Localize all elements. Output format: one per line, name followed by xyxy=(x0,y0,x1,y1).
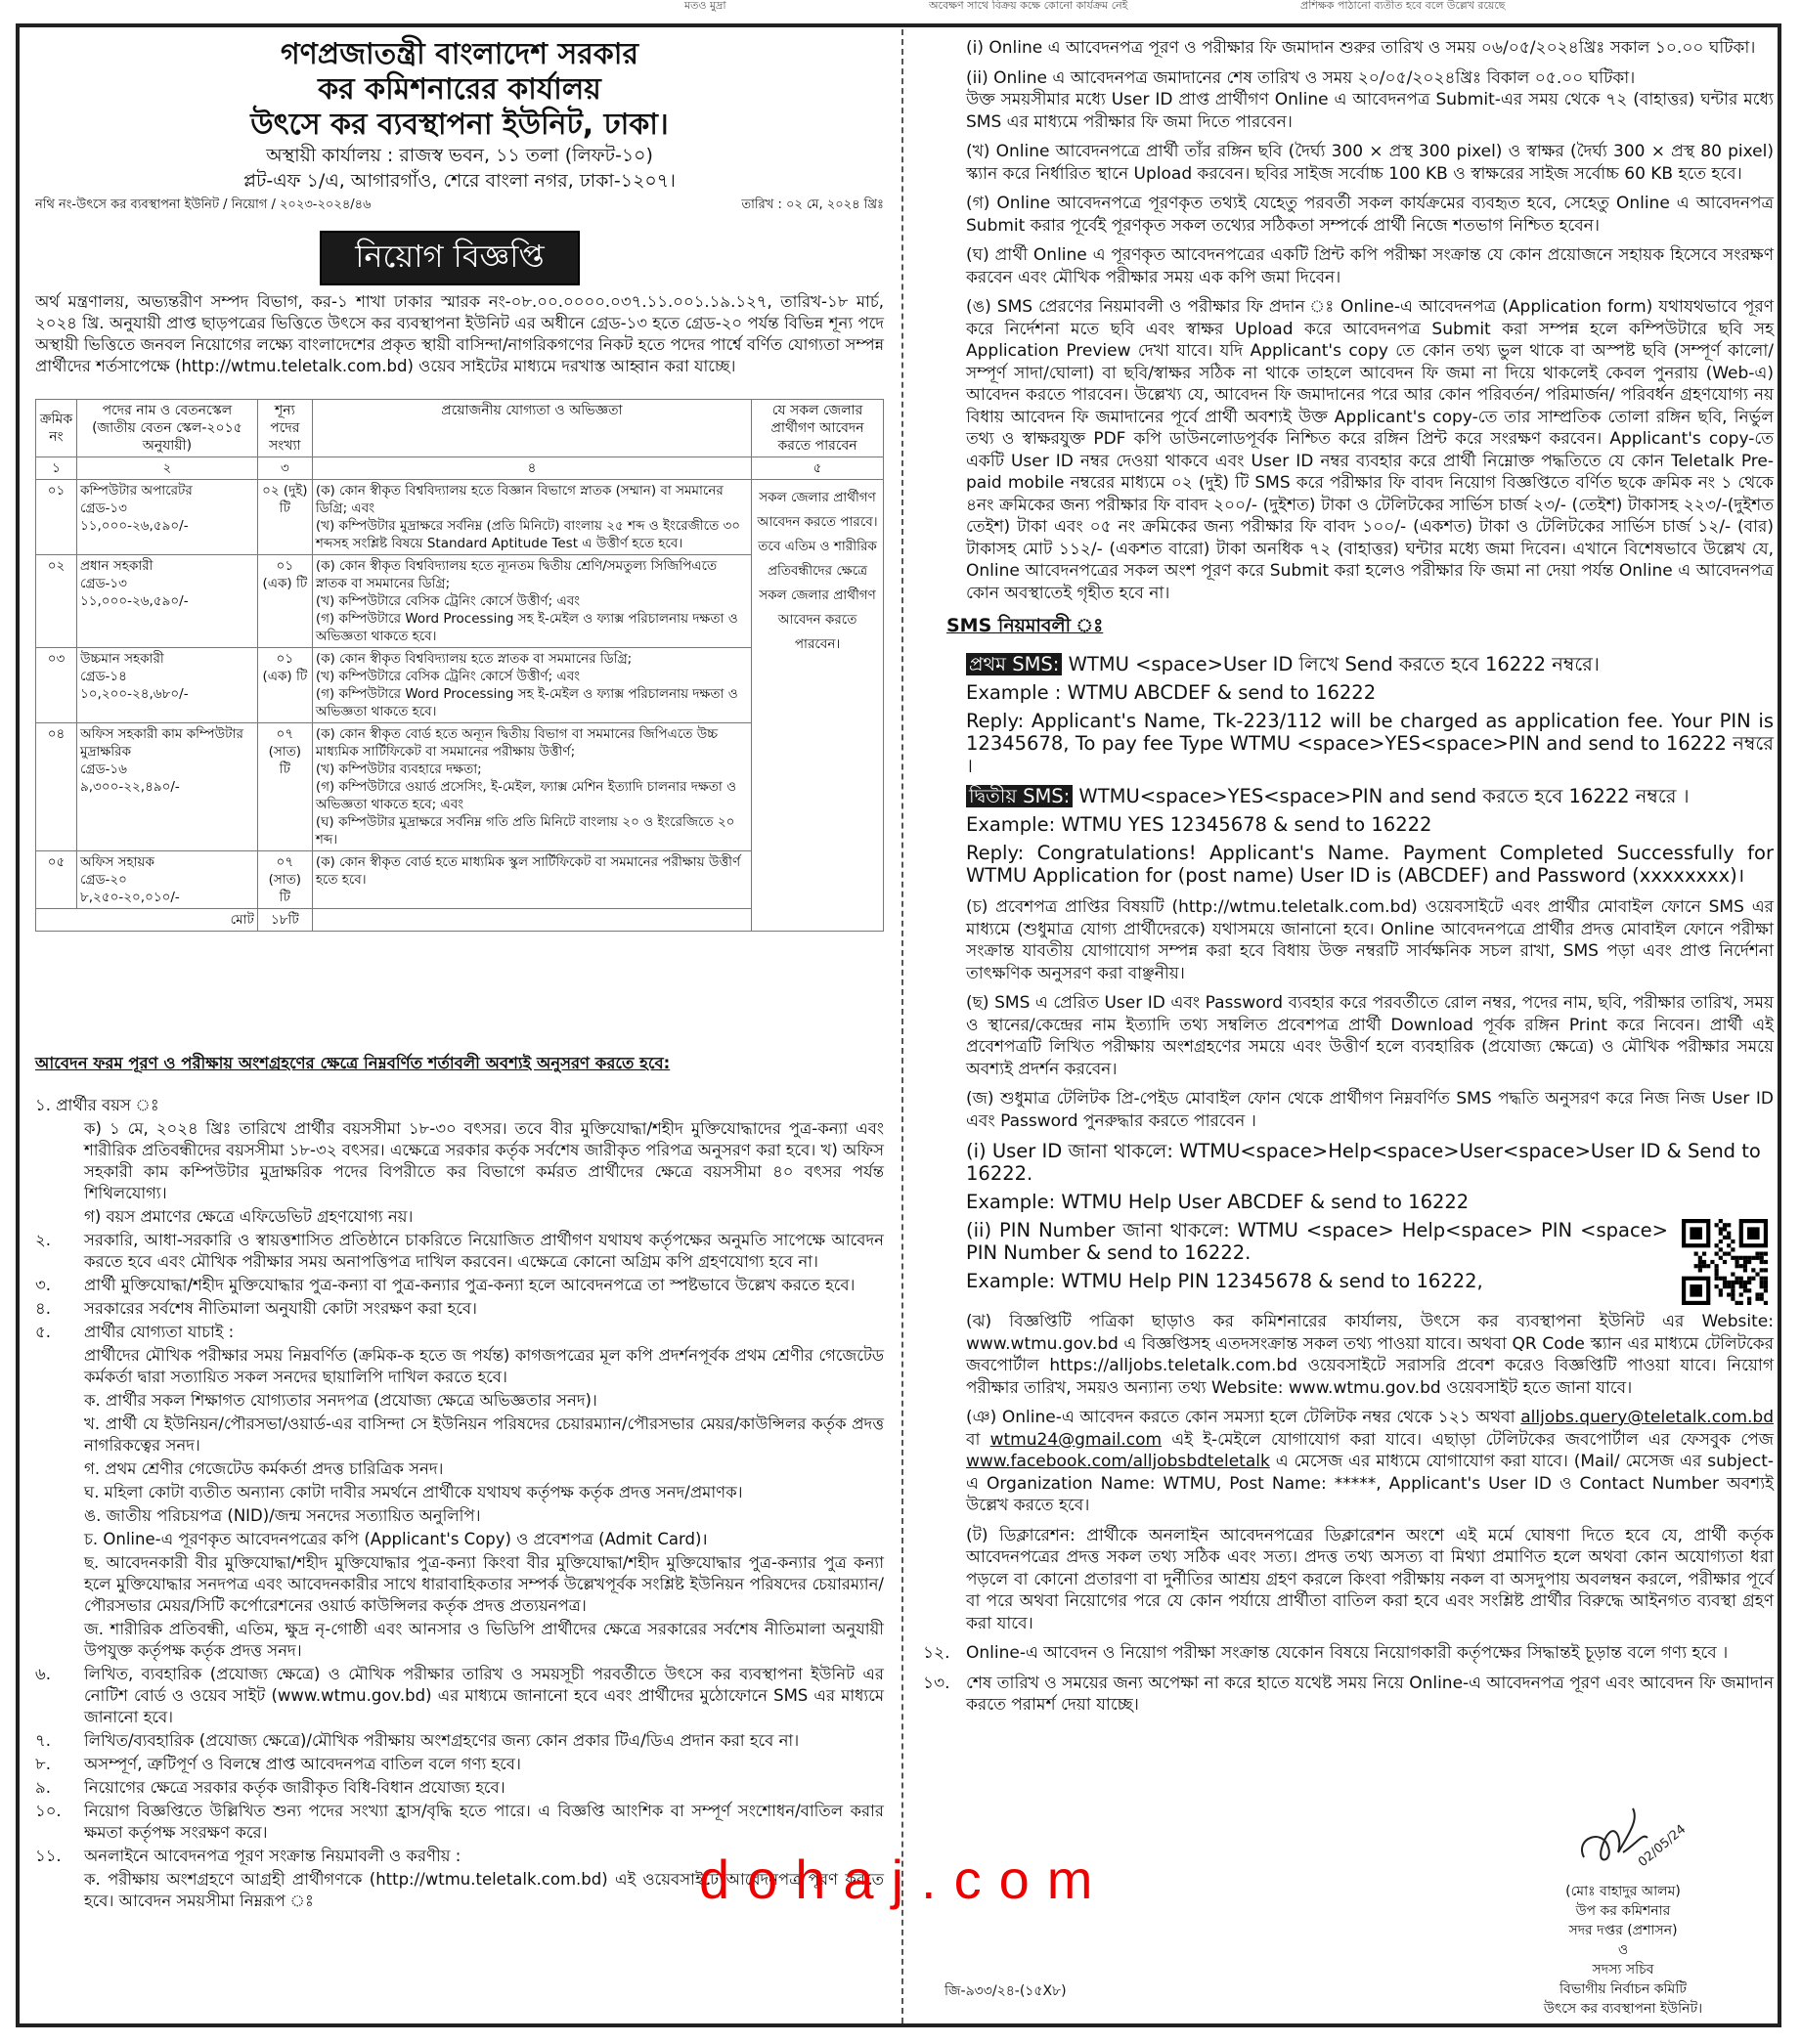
post-scale: ১১,০০০-২৬,৫৯০/- xyxy=(79,518,189,534)
item-number: ১৩. xyxy=(923,1673,950,1693)
or-text: বা xyxy=(966,1429,981,1450)
recover-pin: (ii) PIN Number জানা থাকলে: WTMU <space> Help<space> PIN <space> PIN Number & send to 16222. xyxy=(966,1219,1668,1264)
govt-press-code: জি-৯৩৩/২৪-(১৫X৮) xyxy=(944,1983,1067,1999)
total-empty xyxy=(312,909,751,932)
item-number: ৪. xyxy=(35,1299,51,1318)
signatory-name: (মোঃ বাহাদুর আলম) xyxy=(1565,1884,1681,1899)
list-item xyxy=(35,1754,884,1775)
vacancy-table-wrap xyxy=(35,399,884,932)
recover-pin-example: Example: WTMU Help PIN 12345678 & send to 16222, xyxy=(966,1270,1483,1292)
header-vacancy: শূন্য পদের সংখ্যা xyxy=(257,400,312,457)
qualification-item: (গ) কম্পিউটারে Word Processing সহ ই-মেইল ও ফ্যাক্স পরিচালনায় দক্ষতা ও অভিজ্ঞতা থাকতে হবে। xyxy=(315,686,738,719)
intro-paragraph: অর্থ মন্ত্রণালয়, অভ্যন্তরীণ সম্পদ বিভাগ, কর-১ শাখা ঢাকার স্মারক নং-০৮.০০.০০০০.০৩৭.১১.০০১.১৯.১২৭, তারিখ-১৮ মার্চ, ২০২৪ খ্রি. অনুযায়ী প্রাপ্ত ছাড়পত্রের ভিত্তিতে উৎসে কর ব্যবস্থাপনা ইউনিট এর অধীনে গ্রেড-১৩ হতে গ্রেড-২০ পর্যন্ত বিভিন্ন শূন্য পদে অস্থায়ী ভিত্তিতে জনবল নিয়োগের লক্ষ্যে বাংলাদেশের প্রকৃত স্থায়ী বাসিন্দা/নাগরিকগণের নিকট হতে পদের পার্শ্বে বর্ণিত যোগ্যতা সম্পন্ন প্রার্থীদের শর্তসাপেক্ষে (http://wtmu.teletalk.com.bd) ওয়েব সাইটের মাধ্যমে দরখাস্ত আহ্বান করা যাচ্ছে। xyxy=(35,292,884,375)
col-number: ২ xyxy=(76,457,257,480)
right-column xyxy=(923,37,1775,1724)
second-sms-reply: Reply: Congratulations! Applicant's Name. Payment Completed Successfully for WTMU Application for (post name) User ID is (ABCDEF) and Password (xxxxxxxx)। xyxy=(966,842,1774,887)
list-item xyxy=(35,1801,884,1844)
help-contact xyxy=(966,1407,1774,1517)
signatory-office: সদর দপ্তর (প্রশাসন) xyxy=(1568,1923,1678,1938)
age-heading: ১. প্রার্থীর বয়স ঃ xyxy=(35,1096,159,1114)
post-scale: ১১,০০০-২৬,৫৯০/- xyxy=(79,593,189,609)
column-divider xyxy=(901,29,903,2023)
govt-name: গণপ্রজাতন্ত্রী বাংলাদেশ সরকার xyxy=(281,37,638,71)
signatory-designation: উপ কর কমিশনার xyxy=(1575,1903,1671,1919)
post-cell xyxy=(76,480,257,555)
qualification-item: (গ) কম্পিউটারে Word Processing সহ ই-মেইল ও ফ্যাক্স পরিচালনায় দক্ষতা ও অভিজ্ঞতা থাকতে হবে। xyxy=(315,611,738,644)
col-number: ৫ xyxy=(752,457,884,480)
signatory-role: সদস্য সচিব xyxy=(1592,1962,1654,1978)
declaration-rule: (ট) ডিক্লারেশন: প্রার্থীকে অনলাইন আবেদনপত্রের ডিক্লারেশন অংশে এই মর্মে ঘোষণা দিতে হবে যে, প্রার্থী কর্তৃক আবেদনপত্রের প্রদত্ত সকল তথ্য সঠিক এবং সত্য। প্রদত্ত তথ্য অসত্য বা মিথ্যা প্রমাণিত হলে অথবা কোন অযোগ্যতা ধরা পড়লে বা কোনো প্রতারণা বা দুর্নীতির আশ্রয় গ্রহণ করলে কিংবা পরীক্ষায় নকল বা অসদুপায় অবলম্বন করলে, পরীক্ষার পূর্বে বা পরে অথবা নিয়োগের পরে যে কোন পর্যায়ে প্রার্থীতা বাতিল করা হবে এবং সংশ্লিষ্ট প্রার্থীর বিরুদ্ধে আইনগত ব্যবস্থা গ্রহণ করা যাবে। xyxy=(966,1525,1774,1633)
document-item: গ. প্রথম শ্রেণীর গেজেটেড কর্মকর্তা প্রদত্ত চারিত্রিক সনদ। xyxy=(84,1459,444,1478)
first-sms-label: প্রথম SMS: xyxy=(966,653,1062,675)
post-post: অফিস সহকারী কাম কম্পিউটার মুদ্রাক্ষরিক xyxy=(79,726,243,760)
qualification-cell xyxy=(312,723,751,851)
serial-cell: ০৩ xyxy=(36,648,77,723)
item-text: নিয়োগের ক্ষেত্রে সরকার কর্তৃক জারীকৃত বিধি-বিধান প্রযোজ্য হবে। xyxy=(84,1778,505,1797)
letterhead xyxy=(35,37,884,194)
vacancy-cell: ০১ (এক) টি xyxy=(257,648,312,723)
list-item xyxy=(35,1777,884,1799)
item-number: ৬. xyxy=(35,1665,51,1683)
qualification-cell xyxy=(312,480,751,555)
item-text: সরকারি, আধা-সরকারি ও স্বায়ত্তশাসিত প্রতিষ্ঠানে চাকরিতে নিয়োজিত প্রার্থীগণ যথাযথ কর্তৃপক্ষের অনুমতি সাপেক্ষে আবেদন করতে হবে এবং মৌখিক পরীক্ষার সময় অনাপত্তিপত্র দাখিল করবেন। এক্ষেত্রে কোনো অগ্রিম কপি গ্রহণযোগ্য হবে না। xyxy=(84,1231,884,1271)
recover-user-id: (i) User ID জানা থাকলে: WTMU<space>Help<space>User<space>User ID & Send to 16222. xyxy=(966,1140,1761,1185)
list-item xyxy=(923,1673,1774,1717)
qr-code-icon[interactable] xyxy=(1682,1219,1768,1305)
item5-intro: প্রার্থীদের মৌখিক পরীক্ষার সময় নিম্নবর্ণিত (ক্রমিক-ক হতে জ পর্যন্ত) কাগজপত্রের মূল কপি প্রদর্শনপূর্বক প্রথম শ্রেণীর গেজেটেড কর্মকর্তা দ্বারা সত্যায়িত সকল সনদের ছায়ালিপি দাখিল করতে হবে। xyxy=(84,1346,884,1386)
list-item xyxy=(35,1298,884,1320)
unit-name: উৎসে কর ব্যবস্থাপনা ইউনিট, ঢাকা। xyxy=(250,108,669,142)
item-text: নিয়োগ বিজ্ঞপ্তিতে উল্লিখিত শুন্য পদের সংখ্যা হ্রাস/বৃদ্ধি হতে পারে। এ বিজ্ঞপ্তি আংশিক বা সম্পূর্ণ সংশোধন/বাতিল করার ক্ষমতা কর্তৃপক্ষ সংরক্ষণ করে। xyxy=(84,1802,884,1842)
header-serial: ক্রমিক নং xyxy=(36,400,77,457)
notice-date: তারিখ : ০২ মে, ২০২৪ খ্রিঃ xyxy=(741,197,884,212)
item-number: ৮. xyxy=(35,1755,51,1773)
top-strip-left: মতও মুদ্রা xyxy=(684,0,726,12)
item-text: অসম্পূর্ণ, ত্রুটিপূর্ণ ও বিলম্বে প্রাপ্ত আবেদনপত্র বাতিল বলে গণ্য হবে। xyxy=(84,1755,521,1773)
top-strip-right: প্রশিক্ষক পাঠানো ব্যতীত হবে বলে উল্লেখ রয়েছে xyxy=(1300,0,1506,12)
reference-row xyxy=(35,196,884,216)
list-item xyxy=(35,1322,884,1343)
first-sms-reply: Reply: Applicant's Name, Tk-223/112 will be charged as application fee. Your PIN is 12345678, To pay fee Type WTMU <space>YES<space>PIN and send to 16222 নম্বরে । xyxy=(966,710,1774,777)
first-sms-text: WTMU <space>User ID লিখে Send করতে হবে 16222 নম্বরে। xyxy=(1068,653,1600,675)
online-deadline: (ii) Online এ আবেদনপত্র জমাদানের শেষ তারিখ ও সময় ২০/০৫/২০২৪খ্রিঃ বিকাল ০৫.০০ ঘটিকা। xyxy=(966,67,1636,88)
admit-card-rule: (চ) প্রবেশপত্র প্রাপ্তির বিষয়টি (http://wtmu.teletalk.com.bd) ওয়েবসাইটে এবং প্রার্থীর মোবাইল ফোনে SMS এর মাধ্যমে (শুধুমাত্র যোগ্য প্রার্থীদেরকে) যথাসময়ে জানানো হবে। Online আবেদনপত্রে প্রার্থীর প্রদত্ত মোবাইল ফোনে পরীক্ষা সংক্রান্ত যাবতীয় যোগাযোগ সম্পন্ন করা হবে বিধায় উক্ত নম্বরটি সার্বক্ষনিক সচল রাখা, SMS পড়া এবং প্রাপ্ত নির্দেশনা তাৎক্ষণিক অনুসরণ করা বাঞ্ছনীয়। xyxy=(966,897,1774,983)
item-number: ৯. xyxy=(35,1778,51,1797)
post-grade: গ্রেড-২০ xyxy=(79,872,127,888)
office-name: কর কমিশনারের কার্যালয় xyxy=(318,72,601,107)
table-header-row xyxy=(36,400,884,457)
help-text-3: এ মেসেজ এর মাধ্যমে যোগাযোগ করা যাবে। (Mail/ মেসেজ এর subject-এ Organization Name: WTMU, Post Name: *****, Applicant's User ID ও Contact Number অবশ্যই উল্লেখ করতে হবে। xyxy=(966,1452,1774,1515)
qualification-cell xyxy=(312,851,751,909)
notice-title: নিয়োগ বিজ্ঞপ্তি xyxy=(320,231,580,285)
watermark: dohaj.com xyxy=(699,1848,1111,1910)
post-cell xyxy=(76,723,257,851)
col-number: ৩ xyxy=(257,457,312,480)
data-accuracy-rule: (গ) Online আবেদনপত্রে পূরণকৃত তথ্যই যেহেতু পরবর্তী সকল কার্যক্রমের ব্যবহৃত হবে, সেহেতু Online এ আবেদনপত্র Submit করার পূর্বেই পূরণকৃত সকল তথ্যের সঠিকতা সম্পর্কে প্রার্থী নিজে শতভাগ নিশ্চিত হবেন। xyxy=(966,194,1774,236)
header-districts: যে সকল জেলার প্রার্থীগণ আবেদন করতে পারবেন xyxy=(752,400,884,457)
qualification-item: (খ) কম্পিউটারে বেসিক ট্রেনিং কোর্সে উত্তীর্ণ; এবং xyxy=(315,593,581,609)
memo-number: নথি নং-উৎসে কর ব্যবস্থাপনা ইউনিট / নিয়োগ / ২০২৩-২০২৪/৪৬ xyxy=(35,197,372,212)
email-alljobs-link[interactable]: alljobs.query@teletalk.com.bd xyxy=(1520,1408,1775,1427)
document-item: ছ. আবেদনকারী বীর মুক্তিযোদ্ধা/শহীদ মুক্তিযোদ্ধার পুত্র-কন্যা কিংবা বীর মুক্তিযোদ্ধা/শহীদ মুক্তিযোদ্ধার পুত্র-কন্যার পুত্র কন্যা হলে মুক্তিযোদ্ধার সনদপত্র এবং আবেদনকারীর সাথে ধারাবাহিকতার সম্পর্ক উল্লেখপূর্বক সংশ্লিষ্ট ইউনিয়ন পরিষদের চেয়ারম্যান/পৌরসভার মেয়র/সিটি কর্পোরেশনের ওয়ার্ড কাউন্সিলর কর্তৃক প্রদত্ত প্রত্যয়নপত্র। xyxy=(84,1553,884,1615)
qualification-item: (ক) কোন স্বীকৃত বিশ্ববিদ্যালয় হতে বিজ্ঞান বিভাগে স্নাতক (সম্মান) বা সমমানের ডিগ্রি; এবং xyxy=(315,483,724,516)
item-number: ১০. xyxy=(35,1802,62,1820)
qualification-item: (খ) কম্পিউটার মুদ্রাক্ষরে সর্বনিম্ন (প্রতি মিনিটে) বাংলায় ২৫ শব্দ ও ইংরেজীতে ৩০ শব্দসহ সংশ্লিষ্ট বিষয়ে Standard Aptitude Test এ উত্তীর্ণ হতে হবে। xyxy=(315,518,741,551)
qualification-cell xyxy=(312,555,751,648)
vacancy-cell: ০২ (দুই) টি xyxy=(257,480,312,555)
document-item: ঘ. মহিলা কোটা ব্যতীত অন্যান্য কোটা দাবীর সমর্থনে প্রার্থীকে যথাযথ কর্তৃপক্ষ কর্তৃক প্রদত্ত সনদ/প্রমাণক। xyxy=(84,1483,743,1501)
item-text: অনলাইনে আবেদনপত্র পূরণ সংক্রান্ত নিয়মাবলী ও করণীয় : xyxy=(84,1847,461,1865)
signature-icon xyxy=(1564,1799,1701,1877)
serial-cell: ০৪ xyxy=(36,723,77,851)
post-cell xyxy=(76,555,257,648)
clipped-top-strip xyxy=(0,0,1801,14)
document-item: ঙ. জাতীয় পরিচয়পত্র (NID)/জন্ম সনদের সত্যায়িত অনুলিপি। xyxy=(84,1506,481,1525)
second-sms-text: WTMU<space>YES<space>PIN and send করতে হবে 16222 নম্বরে । xyxy=(1078,785,1690,807)
conditions-heading: আবেদন ফরম পূরণ ও পরীক্ষায় অংশগ্রহণের ক্ষেত্রে নিম্নবর্ণিত শর্তাবলী অবশ্যই অনুসরণ করতে হবে: xyxy=(35,1054,671,1072)
serial-cell: ০৫ xyxy=(36,851,77,909)
second-sms xyxy=(966,785,1774,807)
facebook-link[interactable]: www.facebook.com/alljobsbdteletalk xyxy=(966,1452,1270,1471)
col-number: ৪ xyxy=(312,457,751,480)
post-grade: গ্রেড-১৩ xyxy=(79,576,127,591)
item-number: ১১. xyxy=(35,1847,62,1865)
item-number: ৫. xyxy=(35,1323,51,1341)
post-post: অফিস সহায়ক xyxy=(79,854,154,870)
print-copy-rule: (ঘ) প্রার্থী Online এ পূরণকৃত আবেদনপত্রের একটি প্রিন্ট কপি পরীক্ষা সংক্রান্ত যে কোন প্রয়োজনে সহায়ক হিসেবে সংরক্ষণ করবেন এবং মৌখিক পরীক্ষার সময় এক কপি জমা দিবেন। xyxy=(966,245,1774,287)
qualification-item: (গ) কম্পিউটারে ওয়ার্ড প্রসেসিং, ই-মেইল, ফ্যাক্স মেশিন ইত্যাদি চালনার দক্ষতা ও অভিজ্ঞতা থাকতে হবে; এবং xyxy=(315,779,737,812)
document-item: জ. শারীরিক প্রতিবন্ধী, এতিম, ক্ষুদ্র নৃ-গোষ্ঠী এবং আনসার ও ভিডিপি প্রার্থীদের ক্ষেত্রে সরকারের সর্বশেষ নীতিমালা অনুযায়ী উপযুক্ত কর্তৃপক্ষ কর্তৃক প্রদত্ত সনদ। xyxy=(84,1620,884,1660)
list-item xyxy=(35,1730,884,1752)
qualification-item: (ক) কোন স্বীকৃত বোর্ড হতে অন্যূন দ্বিতীয় বিভাগ বা সমমানের জিপিএতে উচ্চ মাধ্যমিক সার্টিফিকেট বা সমমানের পরীক্ষায় উত্তীর্ণ; xyxy=(315,726,719,760)
header-qualification: প্রয়োজনীয় যোগ্যতা ও অভিজ্ঞতা xyxy=(312,400,751,457)
address-line-1: অস্থায়ী কার্যালয় : রাজস্ব ভবন, ১১ তলা (লিফট-১০) xyxy=(266,145,653,166)
qualification-cell xyxy=(312,648,751,723)
item-text: প্রার্থী মুক্তিযোদ্ধা/শহীদ মুক্তিযোদ্ধার পুত্র-কন্যা বা পুত্র-কন্যার পুত্র-কন্যা হলে আবেদনপত্রে তা স্পষ্টভাবে উল্লেখ করতে হবে। xyxy=(84,1276,856,1294)
item11-a-text: ক. পরীক্ষায় অংশগ্রহণে আগ্রহী প্রার্থীগণকে (http://wtmu.teletalk.com.bd) এই ওয়েবসাইটে আবেদনপত্র পূরণ করতে হবে। আবেদন সময়সীমা নিম্নরূপ ঃ xyxy=(84,1870,884,1910)
post-post: কম্পিউটার অপারেটর xyxy=(79,483,193,499)
post-scale: ৮,২৫০-২০,০১০/- xyxy=(79,890,180,905)
serial-cell: ০২ xyxy=(36,555,77,648)
list-item xyxy=(35,1230,884,1273)
item-text: সরকারের সর্বশেষ নীতিমালা অনুযায়ী কোটা সংরক্ষণ করা হবে। xyxy=(84,1299,477,1318)
second-sms-label: দ্বিতীয় SMS: xyxy=(966,785,1073,807)
vacancy-table xyxy=(35,399,884,932)
header-post: পদের নাম ও বেতনস্কেল (জাতীয় বেতন স্কেল-২০১৫ অনুযায়ী) xyxy=(76,400,257,457)
post-post: উচ্চমান সহকারী xyxy=(79,651,164,667)
recover-user-id-example: Example: WTMU Help User ABCDEF & send to 16222 xyxy=(966,1191,1470,1213)
age-rule-c: গ) বয়স প্রমাণের ক্ষেত্রে এফিডেভিট গ্রহণযোগ্য নয়। xyxy=(84,1207,414,1226)
qualification-item: (ক) কোন স্বীকৃত বিশ্ববিদ্যালয় হতে স্নাতক বা সমমানের ডিগ্রি; xyxy=(315,651,633,667)
post-post: প্রধান সহকারী xyxy=(79,558,154,574)
first-sms-example: Example : WTMU ABCDEF & send to 16222 xyxy=(966,681,1377,704)
signature-date: 02/05/24 xyxy=(1635,1822,1690,1871)
total-label: মোট xyxy=(36,909,258,932)
item-text: Online-এ আবেদন ও নিয়োগ পরীক্ষা সংক্রান্ত যেকোন বিষয়ে নিয়োগকারী কর্তৃপক্ষের সিদ্ধান্তই চূড়ান্ত বলে গণ্য হবে । xyxy=(966,1643,1729,1663)
address-line-2: প্লট-এফ ১/এ, আগারগাঁও, শেরে বাংলা নগর, ঢাকা-১২০৭। xyxy=(243,170,676,192)
email-wtmu-link[interactable]: wtmu24@gmail.com xyxy=(989,1429,1163,1450)
serial-cell: ০১ xyxy=(36,480,77,555)
post-grade: গ্রেড-১৩ xyxy=(79,500,127,516)
list-item xyxy=(35,1664,884,1728)
vacancy-cell: ০১ (এক) টি xyxy=(257,555,312,648)
download-admit-rule: (ছ) SMS এ প্রেরিত User ID এবং Password ব্যবহার করে পরবর্তীতে রোল নম্বর, পদের নাম, ছবি, পরীক্ষার তারিখ, সময় ও স্থানের/কেন্দ্রের নাম ইত্যাদি তথ্য সম্বলিত প্রবেশপত্র প্রার্থী Download পূর্বক রঙ্গিন Print করে নিবেন। প্রার্থী এই প্রবেশপত্রটি লিখিত পরীক্ষায় অংশগ্রহণের সময়ে এবং উত্তীর্ণ হলে ব্যবহারিক (প্রযোজ্য ক্ষেত্রে) ও মৌখিক পরীক্ষার সময়ে অবশ্যই প্রদর্শন করবেন। xyxy=(966,993,1774,1079)
item-number: ৩. xyxy=(35,1276,51,1294)
item-text: শেষ তারিখ ও সময়ের জন্য অপেক্ষা না করে হাতে যথেষ্ট সময় নিয়ে Online-এ আবেদনপত্র পূরণ এবং আবেদন ফি জমাদান করতে পরামর্শ দেয়া যাচ্ছে। xyxy=(966,1673,1774,1715)
col-number: ১ xyxy=(36,457,77,480)
qualification-item: (ঘ) কম্পিউটার মুদ্রাক্ষরে সর্বনিম্ন গতি প্রতি মিনিটে বাংলায় ২০ ও ইংরেজিতে ২০ শব্দ। xyxy=(315,814,735,848)
column-number-row xyxy=(36,457,884,480)
total-value: ১৮টি xyxy=(257,909,312,932)
signatory-unit: উৎসে কর ব্যবস্থাপনা ইউনিট। xyxy=(1543,2001,1703,2017)
help-text-2: এই ই-মেইলে যোগাযোগ করা যাবে। এছাড়া টেলিটকের জবপোর্টাল এর ফেসবুক পেজ xyxy=(1171,1429,1775,1450)
post-scale: ৯,৩০০-২২,৪৯০/- xyxy=(79,779,180,795)
qualification-item: (খ) কম্পিউটার ব্যবহারে দক্ষতা; xyxy=(315,761,482,777)
conditions-section xyxy=(35,1051,884,1912)
item-number: ১২. xyxy=(923,1643,950,1663)
signatory-committee: বিভাগীয় নির্বাচন কমিটি xyxy=(1559,1981,1687,1997)
qualification-item: (ক) কোন স্বীকৃত বিশ্ববিদ্যালয় হতে ন্যূনতম দ্বিতীয় শ্রেণি/সমতুল্য সিজিপিএতে স্নাতক বা সমমানের ডিগ্রি; xyxy=(315,558,718,591)
document-item: খ. প্রার্থী যে ইউনিয়ন/পৌরসভা/ওয়ার্ড-এর বাসিন্দা সে ইউনিয়ন পরিষদের চেয়ারম্যান/পৌরসভার মেয়র/কাউন্সিলর কর্তৃক প্রদত্ত নাগরিকত্বের সনদ। xyxy=(84,1414,884,1455)
top-strip-mid: অবেক্ষণ সাথে বিক্রয় কক্ষে কোনো কার্যক্রম নেই xyxy=(929,0,1128,12)
signatory-and: ও xyxy=(1617,1942,1629,1958)
first-sms xyxy=(966,653,1774,675)
list-item xyxy=(923,1642,1774,1665)
website-info: (ঝ) বিজ্ঞপ্তিটি পত্রিকা ছাড়াও কর কমিশনারের কার্যালয়, উৎসে কর ব্যবস্থাপনা ইউনিট এর Website: www.wtmu.gov.bd এ বিজ্ঞপ্তিসহ এতদসংক্রান্ত সকল তথ্য পাওয়া যাবে। অথবা QR Code স্ক্যান এর মাধ্যমে টেলিটকের জবপোর্টাল https://alljobs.teletalk.com.bd ওয়েবসাইটে সরাসরি প্রবেশ করেও বিজ্ঞপ্তিটি পাওয়া যাবে। নিয়োগ পরীক্ষার তারিখ, সময়ও অন্যান্য তথ্য Website: www.wtmu.gov.bd ওয়েবসাইট হতে জানা যাবে। xyxy=(966,1312,1774,1398)
photo-upload-rule: (খ) Online আবেদনপত্রে প্রার্থী তাঁর রঙ্গিন ছবি (দৈর্ঘ্য 300 × প্রস্থ 300 pixel) ও স্বাক্ষর (দৈর্ঘ্য 300 × প্রস্থ 80 pixel) স্ক্যান করে নির্ধারিত স্থানে Upload করবেন। ছবির সাইজ সর্বোচ্চ 100 KB ও স্বাক্ষরের সাইজ সর্বোচ্চ 60 KB হতে হবে। xyxy=(966,142,1774,184)
post-grade: গ্রেড-১৬ xyxy=(79,761,127,777)
age-rule-ab: ক) ১ মে, ২০২৪ খ্রিঃ তারিখে প্রার্থীর বয়সসীমা ১৮-৩০ বৎসর। তবে বীর মুক্তিযোদ্ধা/শহীদ মুক্তিযোদ্ধাদের পুত্র-কন্যা এবং শারীরিক প্রতিবন্ধীদের বয়সসীমা ১৮-৩২ বৎসর। এক্ষেত্রে সরকার কর্তৃক সর্বশেষ জারীকৃত পরিপত্র অনুসরণ করা হবে। খ) অফিস সহকারী কাম কম্পিউটার মুদ্রাক্ষরিক পদের বিপরীতে কর বিভাগে কর্মরত প্রার্থীদের ক্ষেত্রে বয়সসীমা ৪০ বৎসর পর্যন্ত শিথিলযোগ্য। xyxy=(84,1119,884,1202)
document-item: ক. প্রার্থীর সকল শিক্ষাগত যোগ্যতার সনদপত্র (প্রযোজ্য ক্ষেত্রে অভিজ্ঞতার সনদ)। xyxy=(84,1391,597,1410)
item-text: লিখিত, ব্যবহারিক (প্রযোজ্য ক্ষেত্রে) ও মৌখিক পরীক্ষার তারিখ ও সময়সূচী পরবর্তীতে উৎসে কর ব্যবস্থাপনা ইউনিট এর নোটিশ বোর্ড ও ওয়েব সাইট (www.wtmu.gov.bd) এর মাধ্যমে জানানো হবে এবং প্রার্থীদের মুঠোফোনে SMS এর মাধ্যমে জানানো হবে। xyxy=(84,1665,884,1726)
post-cell xyxy=(76,648,257,723)
help-text-1: (ঞ) Online-এ আবেদন করতে কোন সমস্যা হলে টেলিটক নম্বর থেকে ১২১ অথবা xyxy=(966,1408,1515,1427)
sms-fee-rule: (ঙ) SMS প্রেরণের নিয়মাবলী ও পরীক্ষার ফি প্রদান ঃ Online-এ আবেদনপত্র (Application form) যথাযথভাবে পূরণ করে নির্দেশনা মতে ছবি এবং স্বাক্ষর Upload করে আবেদনপত্র Submit করা সম্পন্ন হলে কম্পিউটারে ছবি সহ Application Preview দেখা যাবে। যদি Applicant's copy তে কোন তথ্য ভুল থাকে বা অস্পষ্ট ছবি (সম্পূর্ণ কালো/সম্পূর্ণ সাদা/ঘোলা) বা ছবি/স্বাক্ষর সঠিক না থাকে তাহলে আবেদন ফি জমা না দিয়ে থাকলেই কেবল পুনরায় (Web-এ) আবেদন করতে পারবেন। উল্লেখ্য যে, আবেদন ফি জমাদানের পরে আর কোন পরিবর্তন/ পরিমার্জন/ পরিবর্ধন গ্রহণযোগ্য নয় বিধায় আবেদন ফি জমাদানের পূর্বে প্রার্থী অবশ্যই উক্ত Applicant's copy-তে তার সাম্প্রতিক তোলা রঙ্গিন ছবি, নির্ভুল তথ্য ও স্বাক্ষরযুক্ত PDF কপি ডাউনলোডপূর্বক নিশ্চিত করে রঙ্গিন প্রিন্ট করে সংরক্ষণ করবেন। Applicant's copy-তে একটি User ID নম্বর দেওয়া থাকবে এবং User ID নম্বর ব্যবহার করে প্রার্থী নিম্নোক্ত পদ্ধতিতে যে কোন Teletalk Pre-paid mobile নম্বরের মাধ্যমে ০২ (দুই) টি SMS করে পরীক্ষার ফি বাবদ নিয়োগ বিজ্ঞপ্তিতে বর্ণিত ছকে ক্রমিক নং ১ থেকে ৪নং ক্রমিকের জন্য পরীক্ষার ফি বাবদ ২০০/- (দুইশত) টাকা ও টেলিটকের সার্ভিস চার্জ ২৩/- (তেইশ) টাকাসহ ২২৩/-(দুইশত তেইশ) টাকা এবং ০৫ নং ক্রমিকের জন্য পরীক্ষার ফি বাবদ ১০০/- (একশত) টাকা ও টেলিটকের সার্ভিস চার্জ ১২/- (বার) টাকাসহ মোট ১১২/- (একশত বারো) টাকা অনধিক ৭২ (বাহাত্তর) ঘন্টার মধ্যে জমা দিবেন। এখানে বিশেষভাবে উল্লেখ যে, Online আবেদনপত্রের সকল অংশ পূরণ করে Submit করা হলেও পরীক্ষার ফি জমা না দেয়া পর্যন্ত Online এ আবেদনপত্র কোন অবস্থাতেই গৃহীত হবে না। xyxy=(966,297,1774,603)
sms-rules-heading: SMS নিয়মাবলী ঃ xyxy=(946,615,1104,636)
districts-cell: সকল জেলার প্রার্থীগণ আবেদন করতে পারবে। তবে এতিম ও শারীরিক প্রতিবন্ধীদের ক্ষেত্রে সকল জেলার প্রার্থীগণ আবেদন করতে পারবেন। xyxy=(752,480,884,932)
signatory-block xyxy=(1525,1882,1721,2019)
fee-window: উক্ত সময়সীমার মধ্যে User ID প্রাপ্ত প্রার্থীগণ Online এ আবেদনপত্র Submit-এর সময় থেকে ৭২ (বাহাত্তর) ঘন্টার মধ্যে SMS এর মাধ্যমে পরীক্ষার ফি জমা দিতে পারবেন। xyxy=(966,90,1774,132)
document-item: চ. Online-এ পূরণকৃত আবেদনপত্রের কপি (Applicant's Copy) ও প্রবেশপত্র (Admit Card)। xyxy=(84,1530,708,1548)
item-text: লিখিত/ব্যবহারিক (প্রযোজ্য ক্ষেত্রে)/মৌখিক পরীক্ষায় অংশগ্রহণের জন্য কোন প্রকার টিএ/ডিএ প্রদান করা হবে না। xyxy=(84,1731,800,1750)
table-row xyxy=(36,480,884,555)
recovery-rule: (জ) শুধুমাত্র টেলিটক প্রি-পেইড মোবাইল ফোন থেকে প্রার্থীগণ নিম্নবর্ণিত SMS পদ্ধতি অনুসরণ করে নিজ নিজ User ID এবং Password পুনরুদ্ধার করতে পারবেন । xyxy=(966,1089,1774,1131)
vacancy-cell: ০৭ (সাত) টি xyxy=(257,851,312,909)
post-cell xyxy=(76,851,257,909)
item-text: প্রার্থীর যোগ্যতা যাচাই : xyxy=(84,1323,235,1341)
list-item xyxy=(35,1275,884,1296)
item-number: ২. xyxy=(35,1231,51,1249)
item-number: ৭. xyxy=(35,1731,51,1750)
qualification-item: (ক) কোন স্বীকৃত বোর্ড হতে মাধ্যমিক স্কুল সার্টিফিকেট বা সমমানের পরীক্ষায় উত্তীর্ণ হতে হবে। xyxy=(315,854,741,888)
post-grade: গ্রেড-১৪ xyxy=(79,669,127,684)
qualification-item: (খ) কম্পিউটারে বেসিক ট্রেনিং কোর্সে উত্তীর্ণ; এবং xyxy=(315,669,581,684)
vacancy-cell: ০৭ (সাত) টি xyxy=(257,723,312,851)
second-sms-example: Example: WTMU YES 12345678 & send to 16222 xyxy=(966,813,1432,836)
post-scale: ১০,২০০-২৪,৬৮০/- xyxy=(79,686,189,702)
online-start: (i) Online এ আবেদনপত্র পূরণ ও পরীক্ষার ফি জমাদান শুরুর তারিখ ও সময় ০৬/০৫/২০২৪খ্রিঃ সকাল ১০.০০ ঘটিকা। xyxy=(966,38,1756,58)
